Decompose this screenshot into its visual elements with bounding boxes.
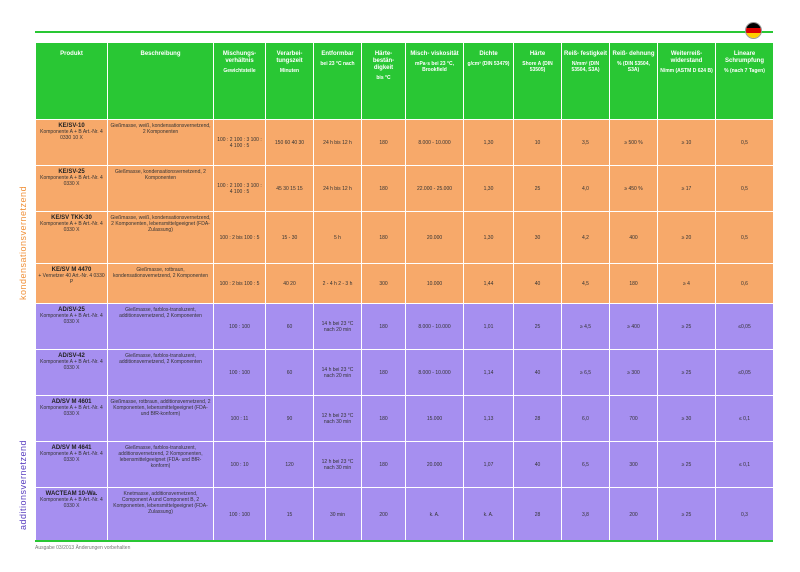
cell-ent: 5 h [314,212,362,264]
table-row [36,350,774,396]
product-name: WACTEAM 10-Wa. [45,491,98,497]
header-title: Mischungs- verhältnis [222,51,257,64]
product-cell [36,442,108,488]
header-unit: bei 23 °C nach [320,61,355,67]
header-unit: % (nach 7 Tagen) [724,68,765,74]
cell-dehn: ≥ 300 [610,350,658,396]
cell-schr: ≤ 0,1 [716,396,774,442]
cell-weiter: ≥ 25 [658,442,716,488]
cell-dehn: 700 [610,396,658,442]
cell-desc: Gießmasse, weiß, kondensationsvernetzend, 2 Komponenten, lebensmittelgeeignet (FDA-Zulassung) [108,212,214,264]
cell-dichte: 1,13 [464,396,514,442]
product-name: AD/SV-25 [58,307,85,313]
table-row [36,488,774,542]
cell-ent: 14 h bei 23 °C nach 20 min [314,304,362,350]
product-name: KE/SV-10 [58,123,85,129]
cell-weiter: ≥ 30 [658,396,716,442]
table-row [36,120,774,166]
cell-temp: 180 [362,212,406,264]
cell-haerte: 25 [514,166,562,212]
header-cell [464,43,514,120]
table-row [36,212,774,264]
cell-dichte: 1,30 [464,212,514,264]
header-title: Reiß- festigkeit [564,51,608,57]
cell-reiss: 3,5 [562,120,610,166]
cell-reiss: ≥ 6,5 [562,350,610,396]
header-title: Härte- bestän- digkeit [372,51,395,71]
cell-haerte: 40 [514,264,562,304]
header-title: Entformbar [321,51,354,57]
cell-visc: 15.000 [406,396,464,442]
cell-desc: Gießmasse, rotbraun, kondensationsvernetzend, 2 Komponenten [108,264,214,304]
product-name: AD/SV-42 [58,353,85,359]
cell-weiter: ≥ 10 [658,120,716,166]
cell-desc: Gießmasse, farblos-transluzent, additionsvernetzend, 2 Komponenten [108,304,214,350]
cell-mix: 100 : 2 bis 100 : 5 [214,212,266,264]
table-row [36,442,774,488]
cell-mix: 100 : 11 [214,396,266,442]
product-name: KE/SV M 4470 [51,267,92,273]
cell-schr: ≤0,05 [716,350,774,396]
product-sub: Komponente A + B Art.-Nr. 4 0330 X [40,451,103,463]
cell-schr: 0,5 [716,212,774,264]
cell-reiss: 3,8 [562,488,610,542]
cell-schr: ≤ 0,1 [716,442,774,488]
cell-ent: 14 h bei 23 °C nach 20 min [314,350,362,396]
cell-temp: 180 [362,442,406,488]
cell-weiter: ≥ 25 [658,304,716,350]
cell-mix: 100 : 2 100 : 3 100 : 4 100 : 5 [214,166,266,212]
cell-time: 15 [266,488,314,542]
cell-temp: 180 [362,304,406,350]
table-row [36,396,774,442]
header-unit: N/mm (ASTM D 624 B) [660,68,713,74]
cell-desc: Gießmasse, kondensationsvernetzend, 2 Komponenten [108,166,214,212]
header-unit: Gewichtsteile [223,68,256,74]
header-cell [36,43,108,120]
cell-temp: 180 [362,120,406,166]
header-cell [562,43,610,120]
cell-time: 15 - 30 [266,212,314,264]
cell-schr: 0,5 [716,120,774,166]
cell-ent: 24 h bis 12 h [314,120,362,166]
header-cell [610,43,658,120]
cell-time: 60 [266,304,314,350]
product-cell [36,396,108,442]
cell-time: 60 [266,350,314,396]
header-cell [716,43,774,120]
cell-dehn: ≥ 400 [610,304,658,350]
cell-ent: 2 - 4 h 2 - 3 h [314,264,362,304]
cell-visc: 8.000 - 10.000 [406,350,464,396]
bottom-rule [35,540,773,542]
header-unit: N/mm² (DIN 53504, S3A) [571,61,600,73]
product-cell [36,350,108,396]
header-unit: g/cm³ (DIN 53479) [467,61,510,67]
cell-dichte: 1,01 [464,304,514,350]
cell-visc: k. A. [406,488,464,542]
header-cell [108,43,214,120]
product-name: AD/SV M 4641 [51,445,92,451]
cell-temp: 180 [362,396,406,442]
cell-visc: 8.000 - 10.000 [406,120,464,166]
header-cell [514,43,562,120]
product-sub: Komponente A + B Art.-Nr. 4 0330 X [40,221,103,233]
cell-dichte: k. A. [464,488,514,542]
header-cell [658,43,716,120]
product-cell [36,488,108,542]
cell-haerte: 10 [514,120,562,166]
cell-time: 45 30 15 15 [266,166,314,212]
cell-time: 90 [266,396,314,442]
cell-ent: 24 h bis 12 h [314,166,362,212]
header-unit: mPa·s bei 23 °C, Brookfield [415,61,454,73]
product-sub: Komponente A + B Art.-Nr. 4 0330 X [40,313,103,325]
cell-schr: 0,6 [716,264,774,304]
cell-temp: 180 [362,166,406,212]
cell-dichte: 1,07 [464,442,514,488]
header-unit: Shore A (DIN 53505) [522,61,553,73]
product-name: KE/SV TKK-30 [51,215,92,221]
cell-dichte: 1,30 [464,166,514,212]
cell-weiter: ≥ 25 [658,488,716,542]
header-title: Verarbei- tungszeit [276,51,303,64]
cell-schr: ≤0,05 [716,304,774,350]
cell-desc: Gießmasse, farblos-transluzent, additionsvernetzend, 2 Komponenten, lebensmittelgeeignet (FDA- und BfR-konform) [108,442,214,488]
table-row [36,166,774,212]
cell-visc: 8.000 - 10.000 [406,304,464,350]
table-row [36,264,774,304]
product-name: KE/SV-25 [58,169,85,175]
cell-temp: 300 [362,264,406,304]
cell-mix: 100 : 100 [214,304,266,350]
side-label-addition: additionsvernetzend [18,439,28,530]
product-name: AD/SV M 4601 [51,399,92,405]
footer-note: Ausgabe 03/2013 Änderungen vorbehalten [35,545,131,551]
cell-visc: 20.000 [406,212,464,264]
cell-desc: Gießmasse, weiß, kondensationsvernetzend, 2 Komponenten [108,120,214,166]
product-sub: Komponente A + B Art.-Nr. 4 0330 X [40,359,103,371]
cell-dichte: 1,30 [464,120,514,166]
cell-mix: 100 : 2 bis 100 : 5 [214,264,266,304]
cell-time: 120 [266,442,314,488]
cell-dehn: ≥ 450 % [610,166,658,212]
header-title: Dichte [479,51,498,57]
cell-dehn: ≥ 500 % [610,120,658,166]
cell-time: 40 20 [266,264,314,304]
cell-dichte: 1,44 [464,264,514,304]
header-cell [362,43,406,120]
product-cell [36,212,108,264]
header-title: Beschreibung [140,51,181,57]
product-sub: Komponente A + B Art.-Nr. 4 0330 X [40,497,103,509]
header-title: Misch- viskosität [410,51,459,57]
cell-haerte: 30 [514,212,562,264]
cell-visc: 20.000 [406,442,464,488]
cell-haerte: 28 [514,396,562,442]
header-cell [214,43,266,120]
product-cell [36,166,108,212]
cell-mix: 100 : 2 100 : 3 100 : 4 100 : 5 [214,120,266,166]
header-row [36,43,774,120]
header-title: Reiß- dehnung [612,51,655,57]
product-sub: Komponente A + B Art.-Nr. 4 0330 X [40,405,103,417]
header-cell [314,43,362,120]
product-cell [36,304,108,350]
cell-reiss: 4,2 [562,212,610,264]
cell-reiss: 6,0 [562,396,610,442]
cell-temp: 200 [362,488,406,542]
header-title: Lineare Schrumpfung [725,51,764,64]
cell-dehn: 300 [610,442,658,488]
cell-weiter: ≥ 4 [658,264,716,304]
cell-reiss: ≥ 4,5 [562,304,610,350]
cell-haerte: 25 [514,304,562,350]
header-cell [266,43,314,120]
header-unit: Minuten [279,68,300,74]
top-rule [35,31,773,33]
cell-weiter: ≥ 25 [658,350,716,396]
table-row [36,304,774,350]
cell-desc: Gießmasse, rotbraun, additionsvernetzend, 2 Komponenten, lebensmittelgeeignet (FDA- und BfR-konform) [108,396,214,442]
cell-ent: 30 min [314,488,362,542]
cell-desc: Gießmasse, farblos-transluzent, additionsvernetzend, 2 Komponenten [108,350,214,396]
cell-temp: 180 [362,350,406,396]
cell-time: 150 60 40 30 [266,120,314,166]
header-title: Weiterreiß- widerstand [670,51,703,64]
cell-schr: 0,3 [716,488,774,542]
cell-weiter: ≥ 17 [658,166,716,212]
cell-ent: 12 h bei 23 °C nach 30 min [314,396,362,442]
german-flag-icon[interactable] [745,22,762,39]
cell-dehn: 180 [610,264,658,304]
cell-mix: 100 : 100 [214,350,266,396]
product-cell [36,264,108,304]
cell-dehn: 400 [610,212,658,264]
cell-visc: 22.000 - 25.000 [406,166,464,212]
side-label-kondensation: kondensationsvernetzend [18,185,28,300]
product-cell [36,120,108,166]
product-sub: + Vernetzer 40 Art.-Nr. 4 0330 P [38,273,105,285]
cell-reiss: 6,5 [562,442,610,488]
cell-haerte: 40 [514,350,562,396]
cell-mix: 100 : 10 [214,442,266,488]
header-title: Härte [529,51,546,57]
cell-mix: 100 : 100 [214,488,266,542]
cell-desc: Knetmasse, additionsvernetzend, Component A und Component B, 2 Komponenten, lebensmittelgeeignet (FDA-Zulassung) [108,488,214,542]
cell-visc: 10.000 [406,264,464,304]
header-cell [406,43,464,120]
cell-haerte: 40 [514,442,562,488]
header-unit: % (DIN 53504, S3A) [617,61,650,73]
cell-dichte: 1,14 [464,350,514,396]
cell-reiss: 4,5 [562,264,610,304]
product-sub: Komponente A + B Art.-Nr. 4 0330 10 X [40,129,103,141]
cell-reiss: 4,0 [562,166,610,212]
cell-ent: 12 h bei 23 °C nach 30 min [314,442,362,488]
product-sub: Komponente A + B Art.-Nr. 4 0330 X [40,175,103,187]
product-table [35,42,774,542]
cell-haerte: 28 [514,488,562,542]
cell-weiter: ≥ 20 [658,212,716,264]
header-title: Produkt [60,51,83,57]
cell-dehn: 200 [610,488,658,542]
cell-schr: 0,5 [716,166,774,212]
header-unit: bis °C [376,75,391,81]
